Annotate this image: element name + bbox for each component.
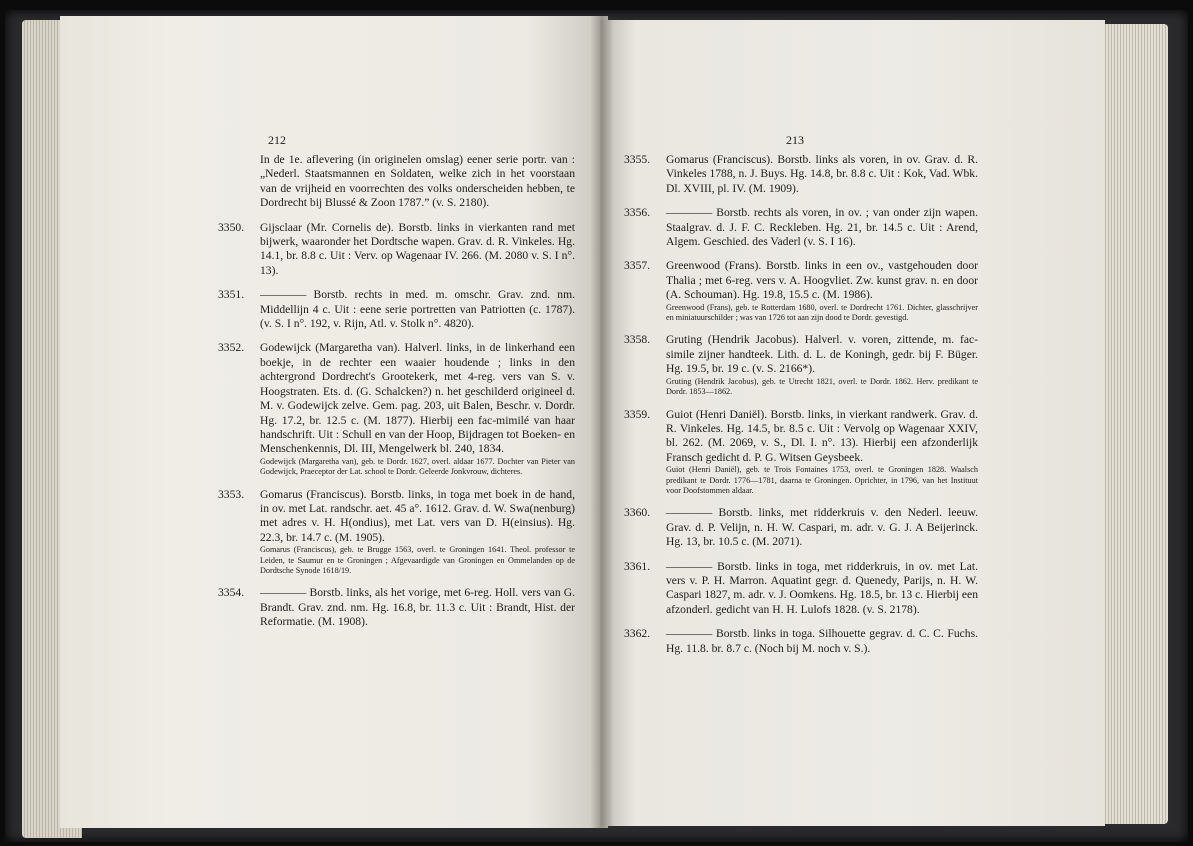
entry-number: 3362. xyxy=(624,627,651,641)
catalog-entry xyxy=(624,153,978,196)
entry-number: 3356. xyxy=(624,206,651,220)
entry-text: ———— Borstb. links, met ridderkruis v. den Nederl. leeuw. Grav. d. P. Velijn, n. H. W. Caspari, m. adr. v. G. J. A Beijerinck. Hg. 13, br. 10.5 c. (M. 2071). xyxy=(666,506,978,549)
catalog-entry xyxy=(624,259,978,323)
entry-text: In de 1e. aflevering (in originelen omslag) eener serie portr. van : „Nederl. Staatsmannen en Soldaten, welke zich in het voorstaan van de vrijheid en voorrechten des volks onderscheiden hebben, te Dordrecht bij Blussé & Zoon 1787.” (v. S. 2180). xyxy=(260,153,575,210)
catalog-entry xyxy=(624,627,978,656)
catalog-entry xyxy=(218,220,575,279)
entry-text: Gomarus (Franciscus). Borstb. links, in toga met boek in de hand, in ov. met Lat. randschr. aet. 45 a°. 1612. Grav. d. W. Swa(nenburg) met adres v. H. H(ondius), met Lat. vers van D. H(einsius). Hg. 22.3, br. 14.7 c. (M. 1905). xyxy=(260,487,575,544)
entry-text: Gruting (Hendrik Jacobus). Halverl. v. voren, zittende, m. fac-simile zijner handteek. Lith. d. L. de Koningh, gedr. bij F. Büger. Hg. 19.5, br. 19 c. (v. S. 2166*). xyxy=(666,333,978,376)
catalog-entry xyxy=(218,586,575,629)
catalog-entry xyxy=(218,487,575,577)
right-column xyxy=(624,153,978,666)
entry-text: ———— Borstb. rechts als voren, in ov. ; van onder zijn wapen. Staalgrav. d. J. F. C. Reckleben. Hg. 21, br. 14.5 c. Uit : Arend, Algem. Geschied. des Vaderl (v. S. I 16). xyxy=(666,206,978,249)
entry-number: 3352. xyxy=(218,341,245,355)
entry-text: Gijsclaar (Mr. Cornelis de). Borstb. links in vierkanten rand met bijwerk, waaronder het Dordtsche wapen. Grav. d. R. Vinkeles. Hg. 14.1, br. 8.8 c. Uit : Verv. op Wagenaar IV. 266. (M. 2080 v. S. I n°. 13). xyxy=(260,220,575,277)
entry-text: Godewijck (Margaretha van). Halverl. links, in de linkerhand een boekje, in de rechter een waaier houdende ; links in den achtergrond Dordrecht's Grootekerk, met 4-reg. vers van S. v. Hoogstraten. Ets. d. (G. Schalcken?) n. het geschilderd origineel d. M. v. Godewijck zelve. Gem. pag. 203, uit Balen, Beschr. v. Dordr. Hg. 17.2, br. 12.5 c. (M. 1877). Hierbij een fac-mimilé van haar handschrift. Uit : Schull en van der Hoop, Bijdragen tot Boeken- en Menschenkennis, Dl. III, Mengelwerk bl. 240, 1834. xyxy=(260,341,575,456)
entry-number: 3355. xyxy=(624,153,651,166)
biographical-note: Greenwood (Frans), geb. te Rotterdam 1680, overl. te Dordrecht 1761. Dichter, glasschrijver en miniatuurschilder ; was van 1726 tot aan zijn dood te Dordr. gevestigd. xyxy=(666,302,978,323)
entry-text: ———— Borstb. links, als het vorige, met 6-reg. Holl. vers van G. Brandt. Grav. znd. nm. Hg. 16.8, br. 11.3 c. Uit : Brandt, Hist. der Reformatie. (M. 1908). xyxy=(260,586,575,629)
entry-number: 3361. xyxy=(624,559,651,573)
catalog-entry xyxy=(624,333,978,397)
catalog-entry xyxy=(260,153,575,211)
catalog-entry xyxy=(218,341,575,477)
entry-text: ———— Borstb. links in toga, met ridderkruis, in ov. met Lat. vers v. P. H. Marron. Aquatint gegr. d. Quenedy, Parijs, n. H. W. Caspari 1827, m. adr. v. J. Oomkens. Hg. 18.5, br. 13 c. Hierbij een afzonderl. gedicht van H. H. Lulofs 1828. (v. S. 2178). xyxy=(666,559,978,616)
entry-text: ———— Borstb. links in toga. Silhouette gegrav. d. C. C. Fuchs. Hg. 11.8. br. 8.7 c. (Noch bij M. noch v. S.). xyxy=(666,627,978,655)
entry-number: 3350. xyxy=(218,220,245,234)
catalog-entry xyxy=(218,288,575,331)
page-number-left: 212 xyxy=(268,133,286,147)
entry-text: Greenwood (Frans). Borstb. links in een ov., vastgehouden door Thalia ; met 6-reg. vers v. A. Hoogvliet. Zw. kunst grav. n. en door (A. Schouman). Hg. 19.8, 15.5 c. (M. 1986). xyxy=(666,259,978,302)
entry-text: ———— Borstb. rechts in med. m. omschr. Grav. znd. nm. Middellijn 4 c. Uit : eene serie portretten van Patriotten (c. 1787). (v. S. I n°. 192, v. Rijn, Atl. v. Stolk n°. 4820). xyxy=(260,288,575,331)
page-number-right: 213 xyxy=(786,133,804,147)
entry-number: 3354. xyxy=(218,586,245,600)
catalog-entry xyxy=(624,407,978,497)
book-gutter xyxy=(590,16,614,828)
entry-number: 3358. xyxy=(624,333,651,347)
biographical-note: Godewijck (Margaretha van), geb. te Dordr. 1627, overl. aldaar 1677. Dochter van Pieter van Godewijck, Praeceptor der Lat. school te Dordr. Geleerde Jonkvrouw, dichteres. xyxy=(260,456,575,477)
catalog-entry xyxy=(624,206,978,249)
catalog-entry xyxy=(624,506,978,549)
entry-number: 3359. xyxy=(624,407,651,421)
entry-text: Gomarus (Franciscus). Borstb. links als voren, in ov. Grav. d. R. Vinkeles 1788, n. J. Buys. Hg. 14.8, br. 8.8 c. Uit : Kok, Vad. Wbk. Dl. XVIII, pl. IV. (M. 1909). xyxy=(666,153,978,195)
entry-number: 3353. xyxy=(218,487,245,501)
entry-number: 3357. xyxy=(624,259,651,273)
entry-number: 3360. xyxy=(624,506,651,520)
biographical-note: Guiot (Henri Daniël), geb. te Trois Fontaines 1753, overl. te Groningen 1828. Waalsch predikant te Dordr. 1776—1781, daarna te Groningen. Oprichter, in 1796, van het Instituut voor Doofstommen aldaar. xyxy=(666,465,978,495)
entry-number: 3351. xyxy=(218,288,245,302)
biographical-note: Gomarus (Franciscus), geb. te Brugge 1563, overl. te Groningen 1641. Theol. professor te Leiden, te Saumur en te Groningen ; Afgevaardigde van Groningen en Ommelanden op de Dordtsche Synode 1618/19. xyxy=(260,545,575,575)
biographical-note: Gruting (Hendrik Jacobus), geb. te Utrecht 1821, overl. te Dordr. 1862. Herv. predikant te Dordr. 1853—1862. xyxy=(666,376,978,397)
left-column xyxy=(218,153,575,640)
entry-text: Guiot (Henri Daniël). Borstb. links, in vierkant randwerk. Grav. d. R. Vinkeles. Hg. 14.5, br. 8.5 c. Uit : Vervolg op Wagenaar XXIV, bl. 262. (M. 2069, v. S., Dl. I. n°. 13). Hierbij een afzonderlijk Fransch gedicht d. P. G. Witsen Geysbeek. xyxy=(666,407,978,464)
catalog-entry xyxy=(624,559,978,618)
